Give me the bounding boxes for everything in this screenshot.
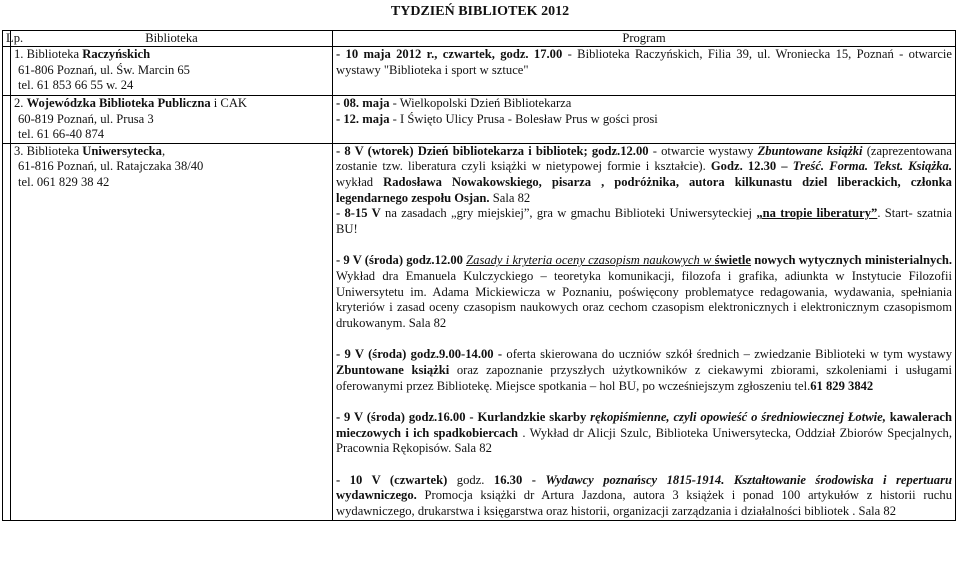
program-entry: - 9 V (środa) godz.9.00-14.00 - oferta skierowana do uczniów szkół średnich – zwiedzanie Biblioteki w tym wystawy Zbuntowane książki oraz zapoznanie przyszłych użytkowników z ciekawymi zbiorami, szkoleniami i usługami oferowanymi przez Bibliotekę. Miejsce spotkania – hol BU, po wcześniejszym zgłoszeniu tel.61 829 3842 [336,347,952,393]
library-week-schedule-table [2,30,956,521]
row-number-label: 2. [14,96,24,110]
library-phone: tel. 61 66-40 874 [18,127,105,142]
library-address: 60-819 Poznań, ul. Prusa 3 [18,111,154,126]
table-row [3,47,956,96]
program-entry: - 9 V (środa) godz.16.00 - Kurlandzkie skarby rękopiśmienne, czyli opowieść o średniowiecznej Łotwie, kawalerach mieczowych i ich spadkobiercach . Wykład dr Alicji Szulc, Biblioteka Uniwersytecka, Oddział Zbiorów Specjalnych, Pracownia Rękopisów. Sala 82 [336,410,952,456]
library-cell [11,143,333,520]
program-entry: - 9 V (środa) godz.12.00 Zasady i kryteria oceny czasopism naukowych w świetle nowych wytycznych ministerialnych. Wykład dra Emanuela Kulczyckiego – teoretyka komunikacji, filozofa i grafika, adiunkta w Instytucie Filozofii Uniwersytetu im. Adama Mickiewicza w Poznaniu, poświęcony problematyce redagowania, wydawania, spełniania kryteriów i zasad oceny czasopism naukowych oraz cechom czasopism elektronicznych i elektronicznym czasopismom drukowanym. Sala 82 [336,253,952,330]
library-name-line: 1. Biblioteka Raczyńskich [14,47,151,61]
library-name: Raczyńskich [82,47,151,61]
program-entry: - 8 V (wtorek) Dzień bibliotekarza i bibliotek; godz.12.00 - otwarcie wystawy Zbuntowane książki (zaprezentowana zostanie tzw. liberatura czyli książki w nietypowej formie i kształcie). Godz. 12.30 – Treść. Forma. Tekst. Książka. wykład Radosława Nowakowskiego, pisarza , podróżnika, autora kilkunastu dziel liberackich, członka legendarnego zespołu Osjan. Sala 82 [336,143,952,205]
table-header-row [3,31,956,47]
row-number [3,143,11,520]
library-name: Uniwersytecka [82,143,162,158]
program-entry: - 10 maja 2012 r., czwartek, godz. 17.00 - Biblioteka Raczyńskich, Filia 39, ul. Wroniecka 15, Poznań - otwarcie wystawy "Biblioteka i sport w sztuce" [336,47,953,77]
row-number-label: 1. [14,47,24,61]
header-lp: Lp. [3,31,11,47]
row-number [3,47,11,96]
program-entry: - 10 V (czwartek) godz. 16.30 - Wydawcy poznańscy 1815-1914. Kształtowanie środowiska i repertuaru wydawniczego. Promocja książki dr Artura Jazdona, autora 3 książek i ponad 100 artykułów z historii ruchu wydawniczego, drukarstwa i księgarstwa oraz historii, organizacji zarządzania i działalności bibliotek . Sala 82 [336,472,952,519]
spacer [336,237,952,253]
program-cell [333,47,956,96]
program-entry: - 8-15 V na zasadach „gry miejskiej”, gra w gmachu Biblioteki Uniwersyteckiej „na tropie liberatury”. Start- szatnia BU! [336,206,953,236]
program-entry: - 12. maja - I Święto Ulicy Prusa - Bolesław Prus w gości prosi [336,111,658,126]
library-phone: tel. 61 853 66 55 w. 24 [18,78,134,93]
header-program: Program [333,31,956,47]
header-library: Biblioteka [11,31,333,47]
spacer [336,457,952,473]
table-row [3,143,956,520]
spacer [336,394,952,410]
program-cell [333,143,956,520]
library-phone: tel. 061 829 38 42 [18,174,110,189]
program-cell [333,96,956,144]
library-cell [11,47,333,96]
library-address: 61-816 Poznań, ul. Ratajczaka 38/40 [18,159,204,174]
library-name-line: 3. Biblioteka Uniwersytecka, [14,143,166,158]
document-title: TYDZIEŃ BIBLIOTEK 2012 [390,4,570,19]
table-row [3,96,956,144]
spacer [336,331,952,347]
library-address: 61-806 Poznań, ul. Św. Marcin 65 [18,62,190,77]
library-name-line: 2. Wojewódzka Biblioteka Publiczna i CAK [14,96,248,110]
program-entry: - 08. maja - Wielkopolski Dzień Bibliotekarza [336,96,572,110]
library-name: Wojewódzka Biblioteka Publiczna [26,96,211,110]
library-cell [11,96,333,144]
row-number [3,96,11,144]
row-number-label: 3. [14,143,24,158]
